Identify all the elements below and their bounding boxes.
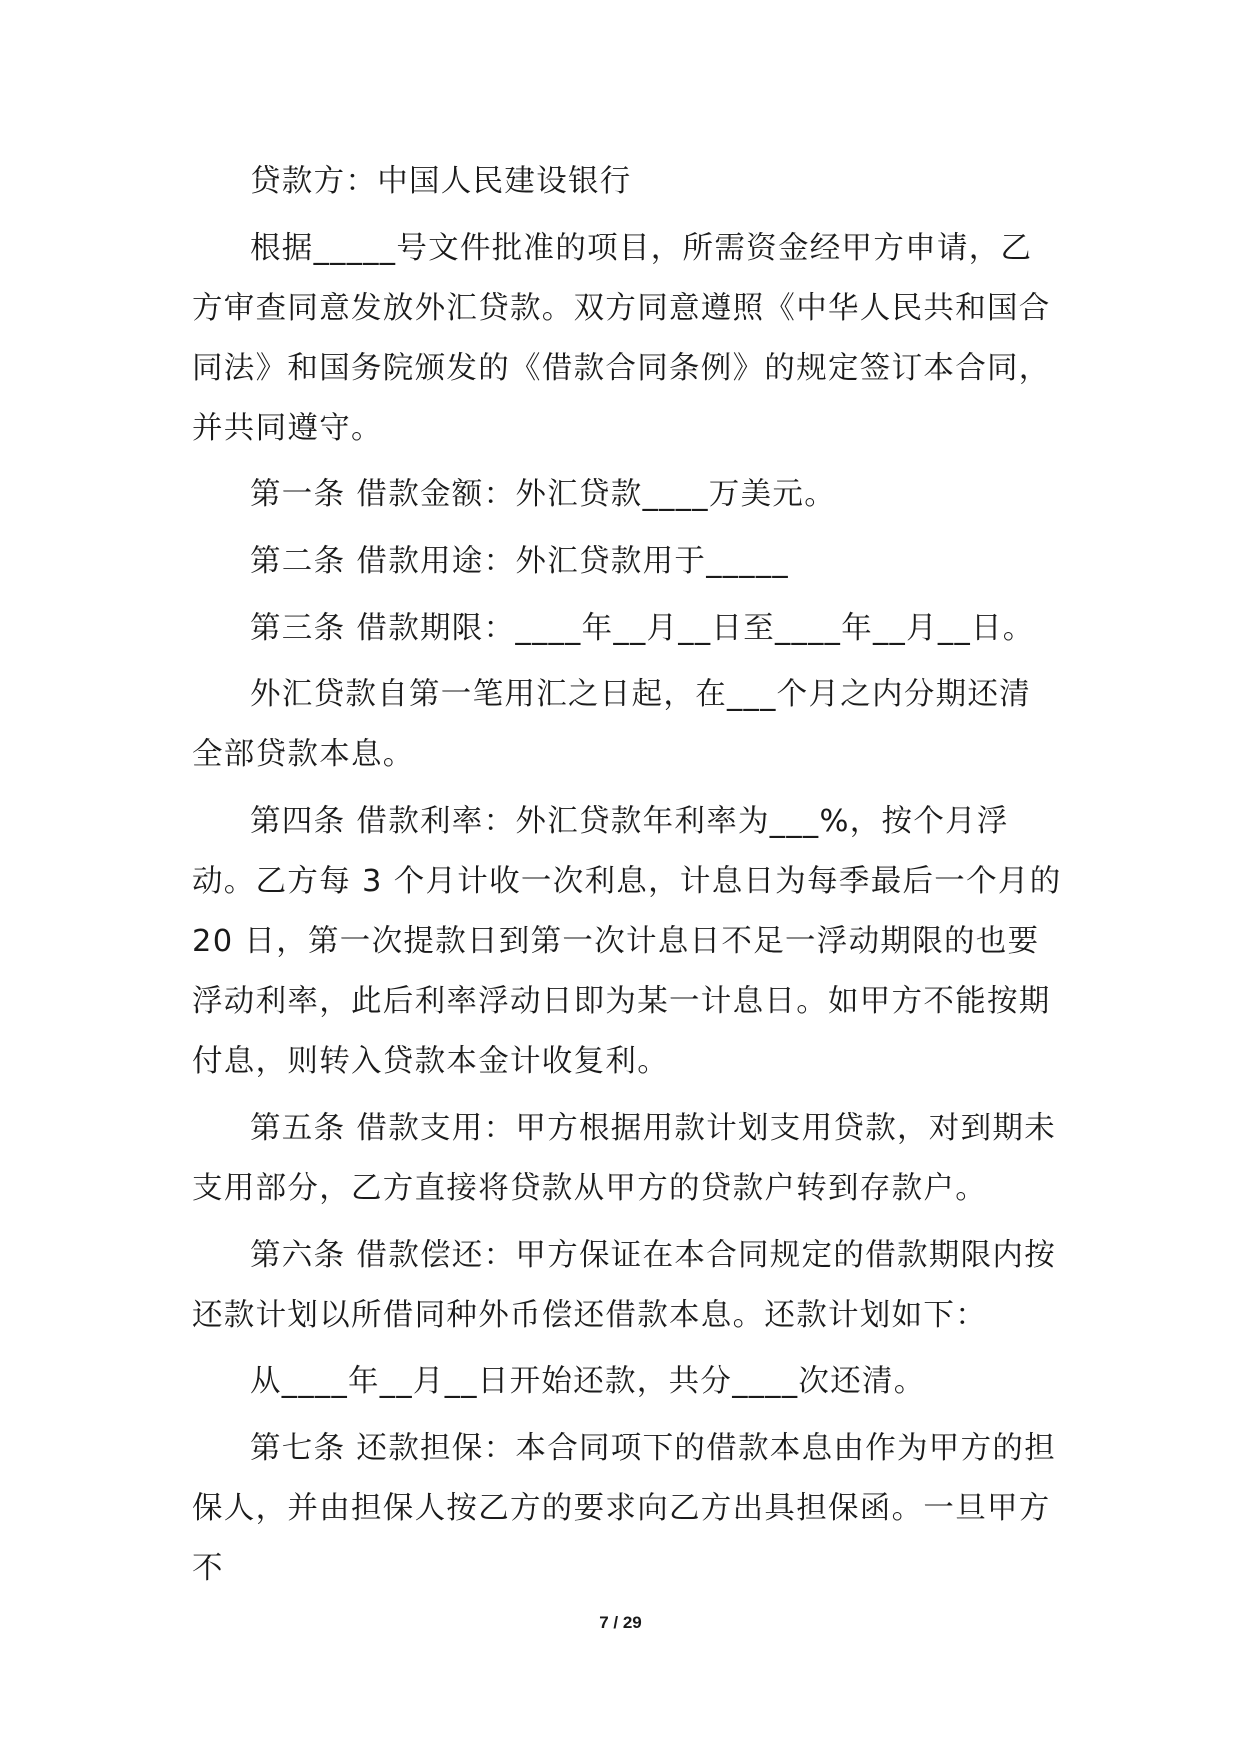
paragraph-lender: 贷款方：中国人民建设银行 <box>250 164 632 199</box>
document-body <box>192 152 1062 1606</box>
paragraph-article-1: 第一条 借款金额：外汇贷款____万美元。 <box>250 477 836 513</box>
paragraph-article-7: 第七条 还款担保：本合同项下的借款本息由作为甲方的担保人，并由担保人按乙方的要求向乙方出具担保函。一旦甲方不 <box>192 1430 1056 1586</box>
paragraph-article-5: 第五条 借款支用：甲方根据用款计划支用贷款，对到期未支用部分，乙方直接将贷款从甲方的贷款户转到存款户。 <box>192 1110 1056 1206</box>
paragraph-article-2: 第二条 借款用途：外汇贷款用于_____ <box>250 544 789 580</box>
paragraph-article-4: 第四条 借款利率：外汇贷款年利率为___%，按个月浮动。乙方每 3 个月计收一次利息，计息日为每季最后一个月的 20 日，第一次提款日到第一次计息日不足一浮动期限的也要浮动利率，此后利率浮动日即为某一计息日。如甲方不能按期付息，则转入贷款本金计收复利。 <box>192 804 1062 1080</box>
paragraph-article-3: 第三条 借款期限：____年__月__日至____年__月__日。 <box>250 610 1035 646</box>
paragraph-repayment-term: 外汇贷款自第一笔用汇之日起，在___个月之内分期还清全部贷款本息。 <box>192 677 1032 773</box>
paragraph-article-6: 第六条 借款偿还：甲方保证在本合同规定的借款期限内按还款计划以所借同种外币偿还借款本息。还款计划如下： <box>192 1237 1056 1333</box>
paragraph-preamble: 根据_____号文件批准的项目，所需资金经甲方申请，乙方审查同意发放外汇贷款。双方同意遵照《中华人民共和国合同法》和国务院颁发的《借款合同条例》的规定签订本合同，并共同遵守。 <box>192 230 1051 446</box>
page-number: 7 / 29 <box>599 1613 642 1632</box>
paragraph-repayment-plan: 从____年__月__日开始还款，共分____次还清。 <box>250 1364 926 1400</box>
